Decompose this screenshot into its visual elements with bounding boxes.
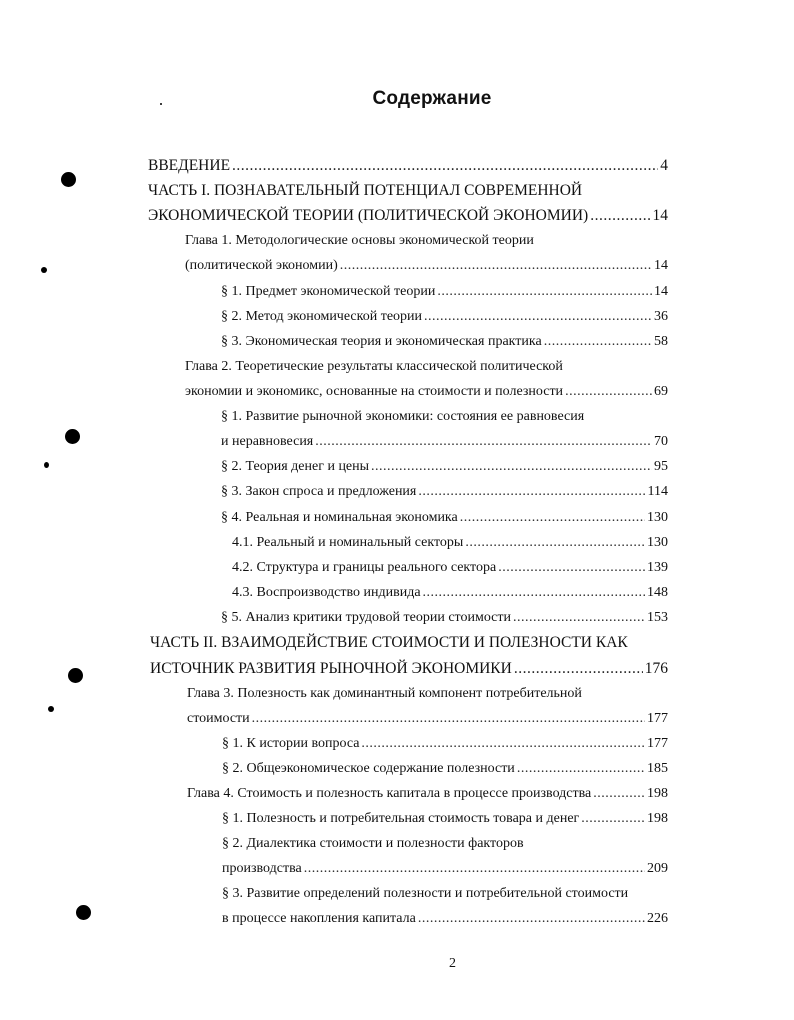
dot-leader: [371, 456, 652, 478]
dot-leader: [361, 733, 645, 755]
toc-entry: [232, 557, 668, 579]
dot-leader: [460, 507, 645, 529]
toc-entry-text: экономии и экономикс, основанные на стоимости и полезности: [185, 384, 564, 399]
toc-entry: [150, 658, 668, 680]
toc-entry-text: 4.2. Структура и границы реального сектора: [232, 560, 497, 575]
toc-entry-page: 198: [647, 811, 668, 826]
binder-hole: [68, 668, 83, 683]
toc-entry-page: 185: [647, 761, 668, 776]
dot-leader: [423, 582, 645, 604]
toc-entry-page: 69: [654, 384, 668, 399]
toc-entry: [221, 456, 668, 478]
dot-leader: [565, 381, 652, 403]
toc-entry-text: § 1. Предмет экономической теории: [221, 284, 436, 299]
toc-entry-page: 36: [654, 309, 668, 324]
toc-entry-text: производства: [222, 861, 302, 876]
toc-entry-text: 4.1. Реальный и номинальный секторы: [232, 535, 464, 550]
dot-leader: [315, 431, 652, 453]
toc-entry-page: 148: [647, 585, 668, 600]
dot-leader: [424, 306, 652, 328]
dot-leader: [437, 281, 652, 303]
toc-entry: [187, 708, 668, 730]
dot-leader: [340, 255, 652, 277]
toc-entry: [232, 532, 668, 554]
toc-entry: [185, 356, 563, 378]
dot-leader: [304, 858, 645, 880]
dot-leader: [514, 658, 643, 680]
dot-leader: [418, 481, 645, 503]
toc-entry: [222, 833, 524, 855]
dot-leader: [517, 758, 645, 780]
toc-entry: [148, 180, 582, 202]
toc-entry-text: § 2. Теория денег и цены: [221, 459, 370, 474]
toc-entry-page: 209: [647, 861, 668, 876]
toc-entry-text: Глава 4. Стоимость и полезность капитала в процессе производства: [187, 786, 592, 801]
toc-entry: [221, 331, 668, 353]
toc-entry-text: и неравновесия: [221, 434, 314, 449]
dot-leader: [544, 331, 652, 353]
toc-entry: [221, 481, 668, 503]
binder-hole: [65, 429, 80, 444]
toc-entry-page: 177: [647, 736, 668, 751]
dot-leader: [590, 205, 650, 227]
toc-entry-text: ЧАСТЬ I. ПОЗНАВАТЕЛЬНЫЙ ПОТЕНЦИАЛ СОВРЕМЕННОЙ: [148, 182, 583, 199]
toc-entry: [221, 507, 668, 529]
toc-entry: [221, 431, 668, 453]
toc-entry-text: § 5. Анализ критики трудовой теории стоимости: [221, 610, 511, 625]
toc-entry: [232, 582, 668, 604]
toc-entry-page: 176: [644, 660, 668, 677]
toc-entry: [221, 306, 668, 328]
toc-entry: [221, 607, 668, 629]
toc-entry-page: 14: [652, 207, 668, 224]
toc-entry: [221, 281, 668, 303]
toc-entry-text: § 4. Реальная и номинальная экономика: [221, 510, 458, 525]
toc-entry-page: 153: [647, 610, 668, 625]
toc-entry-text: § 2. Диалектика стоимости и полезности факторов: [222, 836, 524, 851]
toc-entry-page: 198: [647, 786, 668, 801]
toc-entry-text: ЭКОНОМИЧЕСКОЙ ТЕОРИИ (ПОЛИТИЧЕСКОЙ ЭКОНОМИИ): [148, 207, 589, 224]
dot-leader: [513, 607, 645, 629]
page-number: 2: [449, 956, 456, 971]
dot-leader: [418, 908, 645, 930]
toc-entry: [148, 155, 668, 177]
toc-entry-text: 4.3. Воспроизводство индивида: [232, 585, 421, 600]
toc-entry-text: Глава 3. Полезность как доминантный компонент потребительной: [187, 686, 582, 701]
toc-entry-page: 139: [647, 560, 668, 575]
toc-entry-page: 177: [647, 711, 668, 726]
toc-entry-page: 14: [654, 284, 668, 299]
toc-entry-text: § 3. Экономическая теория и экономическая практика: [221, 334, 542, 349]
toc-entry-text: Глава 1. Методологические основы экономической теории: [185, 233, 534, 248]
scan-speck: [44, 462, 49, 468]
toc-entry: [187, 783, 668, 805]
toc-entry-text: § 3. Развитие определений полезности и потребительной стоимости: [222, 886, 629, 901]
toc-entry-text: § 1. Полезность и потребительная стоимость товара и денег: [222, 811, 580, 826]
toc-entry: [222, 808, 668, 830]
toc-entry-page: 14: [654, 258, 668, 273]
toc-entry-page: 130: [647, 510, 668, 525]
toc-entry-text: § 1. К истории вопроса: [222, 736, 360, 751]
toc-entry: [185, 230, 534, 252]
scan-speck: [160, 103, 162, 105]
toc-entry-page: 70: [654, 434, 668, 449]
toc-entry-page: 95: [654, 459, 668, 474]
toc-entry-text: § 2. Метод экономической теории: [221, 309, 423, 324]
binder-hole: [61, 172, 76, 187]
toc-entry-text: (политической экономии): [185, 258, 338, 273]
toc-entry: [221, 406, 584, 428]
toc-entry: [187, 683, 582, 705]
binder-hole: [76, 905, 91, 920]
toc-entry-text: § 2. Общеэкономическое содержание полезности: [222, 761, 515, 776]
toc-entry-page: 130: [647, 535, 668, 550]
toc-entry: [150, 632, 628, 654]
toc-entry: [222, 883, 628, 905]
dot-leader: [252, 708, 645, 730]
toc-entry-text: стоимости: [187, 711, 250, 726]
toc-entry: [222, 758, 668, 780]
toc-entry: [222, 908, 668, 930]
dot-leader: [498, 557, 645, 579]
toc-entry-text: § 3. Закон спроса и предложения: [221, 484, 417, 499]
page-title: Содержание: [372, 88, 492, 109]
toc-entry-text: ЧАСТЬ II. ВЗАИМОДЕЙСТВИЕ СТОИМОСТИ И ПОЛЕЗНОСТИ КАК: [150, 634, 628, 651]
dot-leader: [593, 783, 645, 805]
toc-entry-page: 58: [654, 334, 668, 349]
dot-leader: [232, 155, 658, 177]
toc-entry: [148, 205, 668, 227]
toc-entry: [222, 858, 668, 880]
toc-entry: [185, 255, 668, 277]
scan-speck: [41, 267, 47, 273]
toc-entry-page: 4: [660, 157, 668, 174]
toc-entry-text: Глава 2. Теоретические результаты классической политической: [185, 359, 563, 374]
toc-entry-text: § 1. Развитие рыночной экономики: состояния ее равновесия: [221, 409, 585, 424]
toc-entry-text: ВВЕДЕНИЕ: [148, 157, 231, 174]
toc-entry-page: 114: [647, 484, 668, 499]
dot-leader: [465, 532, 645, 554]
toc-entry: [185, 381, 668, 403]
toc-entry-text: ИСТОЧНИК РАЗВИТИЯ РЫНОЧНОЙ ЭКОНОМИКИ: [150, 660, 512, 677]
scan-speck: [48, 706, 54, 712]
toc-entry: [222, 733, 668, 755]
dot-leader: [581, 808, 645, 830]
toc-entry-page: 226: [647, 911, 668, 926]
toc-entry-text: в процессе накопления капитала: [222, 911, 416, 926]
